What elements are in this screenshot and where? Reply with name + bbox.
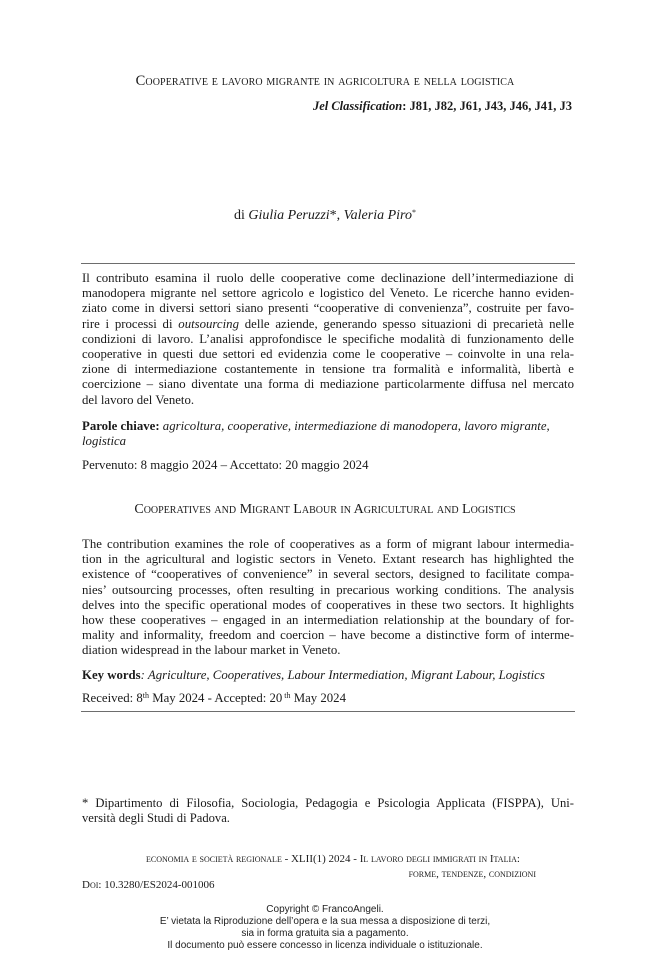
abstract-it-line: cooperative in questi due settori ed evidenzia come le cooperative – coinvolte in una rela- xyxy=(82,347,574,362)
abstract-en-line: nies’ outsourcing processes, often resulting in precarious working conditions. The analysis xyxy=(82,582,574,597)
abstract-it-line: condizioni di lavoro. L’analisi approfondisce le specifiche modalità di funzionamento delle xyxy=(82,331,574,346)
jel-codes: : J81, J82, J61, J43, J46, J41, J3 xyxy=(402,99,572,113)
copyright-line: sia in forma gratuita sia a pagamento. xyxy=(241,928,409,939)
abstract-en xyxy=(82,537,574,659)
abstract-top-rule xyxy=(81,263,575,264)
abstract-en-line: The contribution examines the role of cooperatives as a form of migrant labour intermedia- xyxy=(82,537,574,551)
abstract-en-line: diation widespread in the labour market in Veneto. xyxy=(82,643,341,658)
abstract-it-line: coercizione – siano diventate una forma di mediazione particolarmente diffusa nel mercato xyxy=(82,377,574,392)
keywords-it-values: agricoltura, cooperative, intermediazione di manodopera, lavoro migrante, xyxy=(162,419,550,433)
jel-label: Jel Classification xyxy=(312,99,403,113)
doi-value: : 10.3280/ES2024-001006 xyxy=(98,879,215,891)
abstract-en-line: tion in the agricultural and logistic sectors in Veneto. Extant research has highlighted the xyxy=(82,552,574,567)
author-2: Valeria Piro xyxy=(343,208,412,223)
affiliation-footnote xyxy=(82,796,574,826)
keywords-en xyxy=(82,668,574,683)
keywords-it xyxy=(82,419,574,449)
abstract-it-line: rire i processi di outsourcing delle aziende, generando spesso situazioni di precarietà nelle xyxy=(82,316,574,331)
abstract-en-line: existence of “cooperatives of convenience” in several sectors, designed to facilitate compa- xyxy=(82,567,574,582)
author-1: Giulia Peruzzi xyxy=(248,208,330,223)
journal-footer xyxy=(118,852,548,882)
copyright-line: Il documento può essere concesso in licenza individuale o istituzionale. xyxy=(167,940,483,951)
copyright-line: E’ vietata la Riproduzione dell’opera e la sua messa a disposizione di terzi, xyxy=(159,916,491,927)
author-2-mark: * xyxy=(411,208,416,217)
copyright-line: Copyright © FrancoAngeli. xyxy=(266,904,384,915)
keywords-it-label: Parole chiave: xyxy=(82,419,160,433)
keywords-en-values: : Agriculture, Cooperatives, Labour Intermediation, Migrant Labour, Logistics xyxy=(140,668,545,682)
english-title: Cooperatives and Migrant Labour in Agricultural and Logistics xyxy=(134,502,516,517)
abstract-en-line: delves into the specific operational modes of cooperatives in these two sectors. It highlights xyxy=(82,597,574,612)
author-separator: *, xyxy=(329,208,344,223)
dates-en: Received: 8th May 2024 - Accepted: 20 $^{th}$ May 2024 xyxy=(82,691,346,705)
journal-section: Il lavoro degli immigrati in Italia: xyxy=(359,853,520,865)
authors-prefix: di xyxy=(234,208,249,223)
doi-label: Doi xyxy=(82,879,99,891)
dates-it xyxy=(82,458,574,473)
footnote-line: * Dipartimento di Filosofia, Sociologia, Pedagogia e Psicologia Applicata (FISPPA), Uni- xyxy=(82,796,574,810)
authors-line xyxy=(0,208,650,224)
abstract-en-line: how these cooperatives – engaged in an intermediation relationship at the boundary of for- xyxy=(82,613,574,628)
abstract-it-line: ziato come in diversi settori siano presenti “cooperative di convenienza”, costruite per favo- xyxy=(82,301,574,316)
abstract-it-line: del lavoro del Veneto. xyxy=(82,392,195,407)
journal-section-2: forme, tendenze, condizioni xyxy=(408,868,536,880)
abstract-it-line: zione di intermediazione costantemente in tensione tra formalità e informalità, libertà e xyxy=(82,362,574,377)
paper-title: Cooperative e lavoro migrante in agricoltura e nella logistica xyxy=(135,73,515,89)
copyright-notice xyxy=(0,904,650,952)
abstract-en-line: mality and informality, freedom and coercion – have become a distinctive form of interme- xyxy=(82,628,574,643)
abstract-bottom-rule xyxy=(81,711,575,712)
abstract-it-line: manodopera migrante nel settore agricolo e logistico del Veneto. Le ricerche hanno eviden- xyxy=(82,286,574,301)
abstract-it-line: Il contributo esamina il ruolo delle cooperative come declinazione dell’intermediazione di xyxy=(82,271,574,285)
journal-issue: - XLII(1) 2024 - xyxy=(281,853,360,865)
keywords-en-label: Key words xyxy=(82,668,141,682)
keywords-it-values-cont: logistica xyxy=(82,434,127,449)
dates-it-text: Pervenuto: 8 maggio 2024 – Accettato: 20 maggio 2024 xyxy=(82,458,369,472)
doi xyxy=(82,879,215,891)
footnote-line: versità degli Studi di Padova. xyxy=(82,811,230,826)
journal-name: economia e società regionale xyxy=(146,853,282,865)
abstract-it xyxy=(82,271,574,408)
jel-classification xyxy=(313,99,572,114)
